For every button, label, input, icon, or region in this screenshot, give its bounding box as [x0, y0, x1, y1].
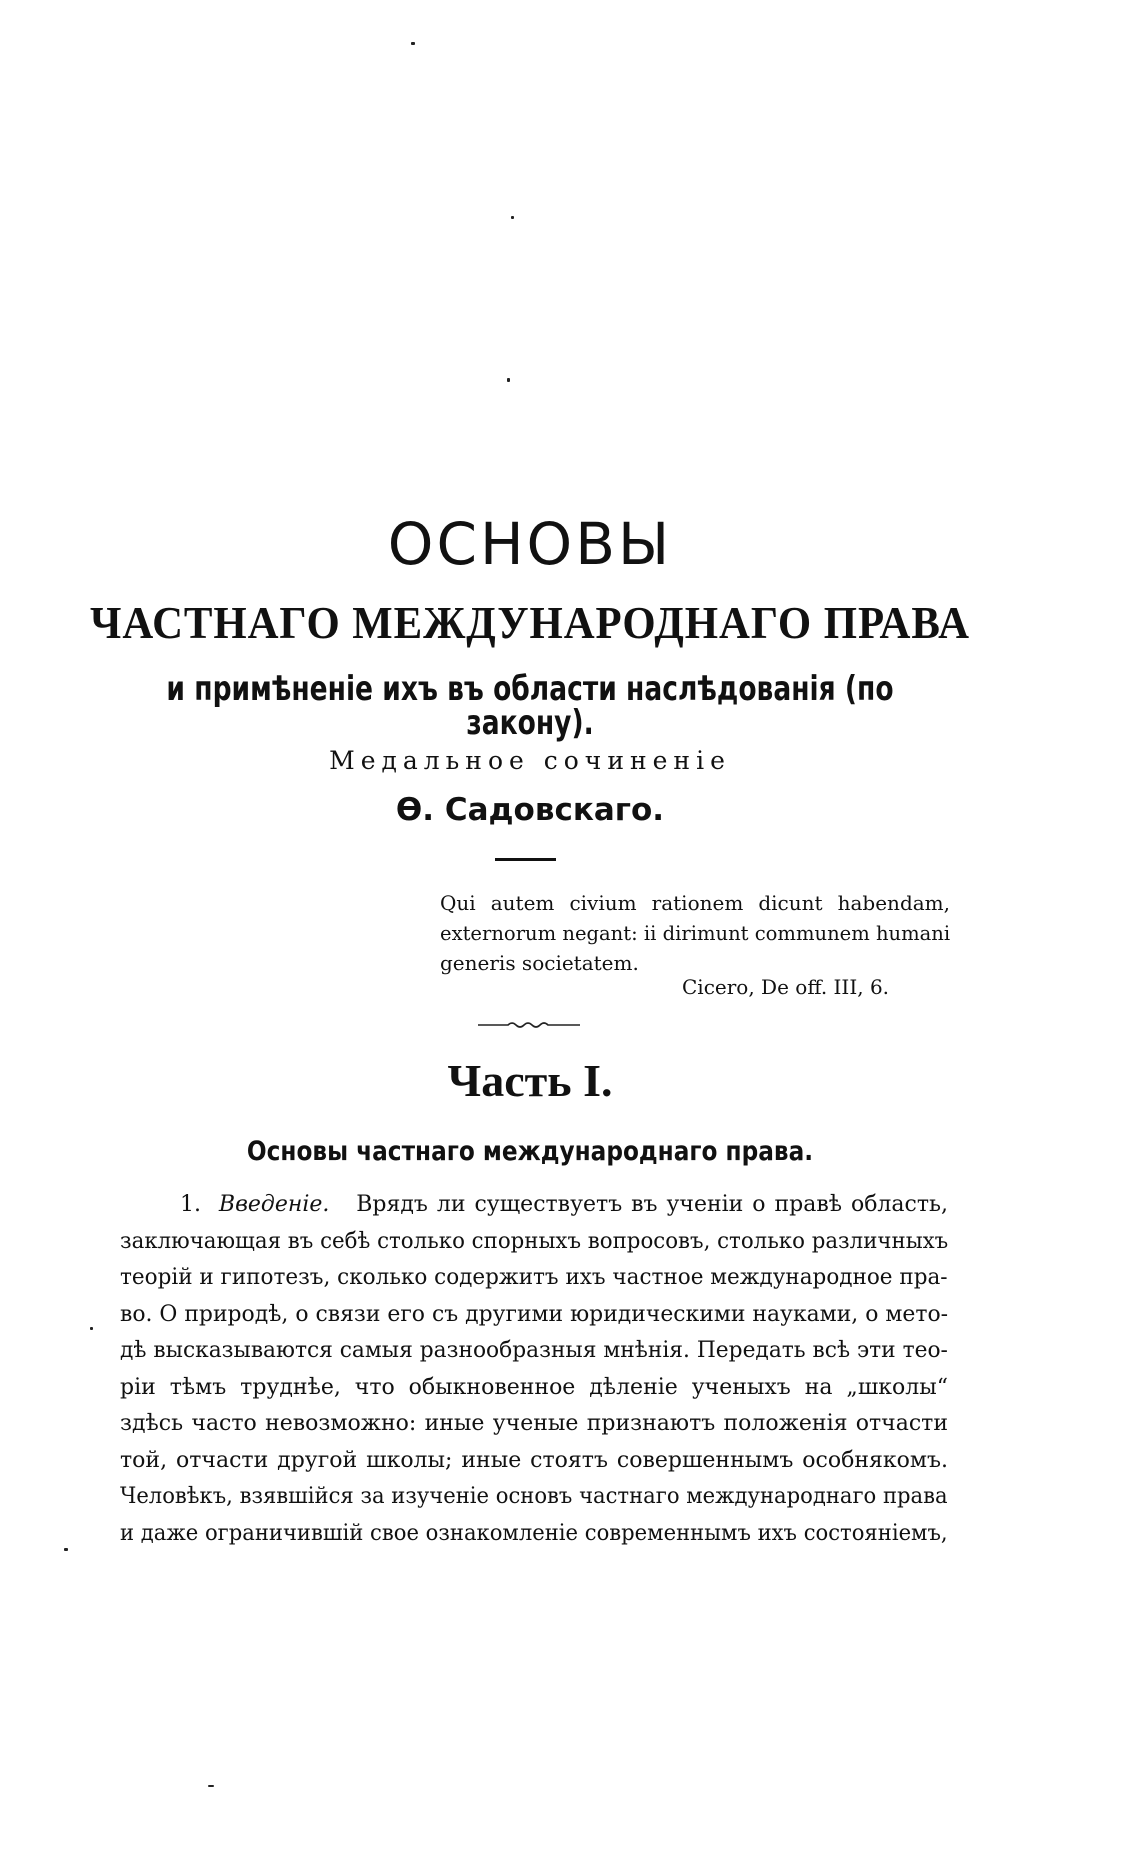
title-subtitle: ЧАСТНАГО МЕЖДУНАРОДНАГО ПРАВА	[90, 597, 970, 648]
body-line: ріи тѣмъ труднѣе, что обыкновенное дѣленіе ученыхъ на „школы“	[120, 1374, 948, 1400]
section-heading: Введеніе.	[218, 1192, 330, 1217]
print-speck	[507, 378, 510, 382]
part-title: Часть I.	[447, 1055, 613, 1106]
epigraph-line: generis societatem.	[440, 951, 639, 975]
epigraph-line: Qui autem civium rationem dicunt habendam,	[440, 891, 950, 915]
print-speck	[208, 1785, 214, 1787]
body-line: здѣсь часто невозможно: иные ученые признаютъ положенія отчасти	[120, 1411, 948, 1436]
print-speck	[90, 1327, 93, 1330]
body-line: теорій и гипотезъ, сколько содержитъ ихъ частное международное пра-	[120, 1265, 948, 1290]
body-line: и даже ограничившій свое ознакомленіе современнымъ ихъ состояніемъ,	[120, 1520, 948, 1546]
body-line: Человѣкъ, взявшійся за изученіе основъ частнаго международнаго права	[120, 1484, 948, 1509]
body-text	[120, 1187, 948, 1552]
epigraph-citation: Cicero, De off. III, 6.	[682, 975, 890, 999]
print-speck	[511, 216, 514, 219]
body-line: той, отчасти другой школы; иные стоятъ совершеннымъ особнякомъ.	[120, 1447, 948, 1473]
print-speck	[64, 1548, 68, 1551]
title-subtitle-secondary: и примѣненіе ихъ въ области наслѣдованія (по закону).	[166, 669, 894, 743]
body-line	[120, 1187, 948, 1224]
epigraph	[440, 888, 950, 978]
body-line: дѣ высказываются самыя разнообразныя мнѣнія. Передать всѣ эти тео-	[120, 1338, 948, 1363]
title-divider	[495, 858, 556, 861]
body-line: заключающая въ себѣ столько спорныхъ вопросовъ, столько различныхъ	[120, 1228, 949, 1254]
medal-line: Медальное сочиненіе	[329, 746, 731, 775]
title-main: ОСНОВЫ	[387, 510, 673, 578]
section-number: 1.	[180, 1192, 201, 1217]
ornamental-divider	[478, 1018, 580, 1032]
part-subtitle: Основы частнаго международнаго права.	[246, 1136, 814, 1167]
print-speck	[411, 42, 415, 45]
author-name: Ѳ. Садовскаго.	[395, 792, 665, 828]
body-line: во. О природѣ, о связи его съ другими юридическими науками, о мето-	[120, 1301, 949, 1327]
epigraph-line: externorum negant: ii dirimunt communem humani	[440, 921, 951, 945]
body-line-text: Врядъ ли существуетъ въ ученіи о правѣ область,	[356, 1192, 948, 1217]
